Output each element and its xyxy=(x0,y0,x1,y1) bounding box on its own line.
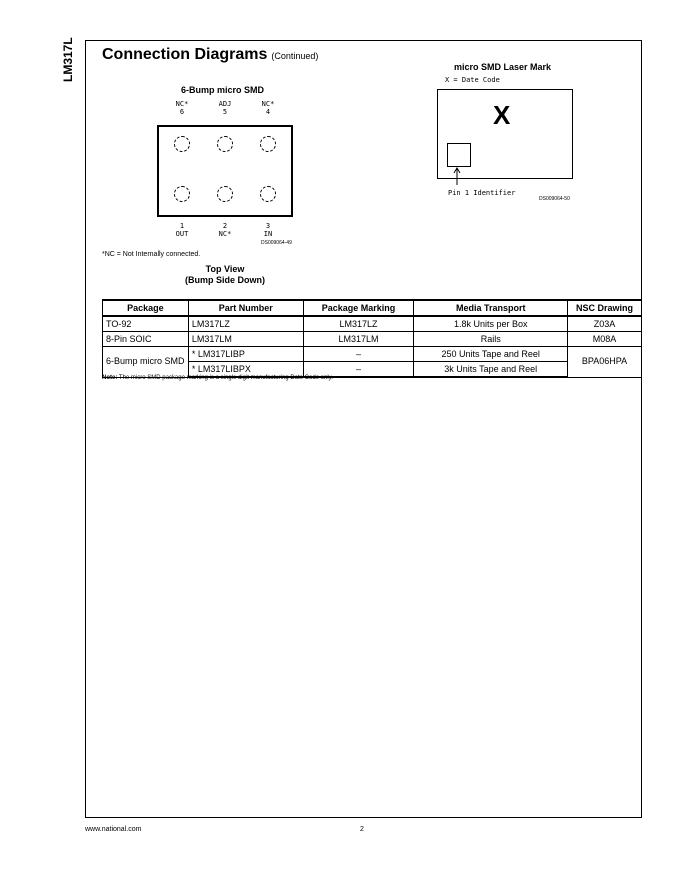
bump-5 xyxy=(217,136,233,152)
pin-number: 1 xyxy=(179,222,185,230)
top-pin-5 xyxy=(205,100,245,116)
cell-package: 6-Bump micro SMD xyxy=(103,347,189,378)
pin-name: IN xyxy=(263,230,273,238)
pin-name: NC* xyxy=(175,100,189,108)
table-row xyxy=(103,316,642,332)
cell-nsc-drawing: BPA06HPA xyxy=(568,347,642,378)
header-media-transport: Media Transport xyxy=(414,300,568,316)
cell-part-number: * LM317LIBP xyxy=(188,347,303,362)
cell-package: 8-Pin SOIC xyxy=(103,332,189,347)
cell-part-number: LM317LZ xyxy=(188,316,303,332)
date-code-legend: X = Date Code xyxy=(445,76,500,84)
top-pin-4 xyxy=(248,100,288,116)
cell-package-marking: LM317LM xyxy=(303,332,414,347)
note-text: The micro SMD package marking is a single digit manufacturing Date Code only. xyxy=(118,375,333,381)
cell-package: TO-92 xyxy=(103,316,189,332)
smd-ds-code: DS009064-49 xyxy=(261,240,292,246)
cell-media-transport: 250 Units Tape and Reel xyxy=(414,347,568,362)
view-caption xyxy=(160,264,290,286)
header-package: Package xyxy=(103,300,189,316)
table-header-row xyxy=(103,300,642,316)
pin1-arrow-icon xyxy=(452,166,462,186)
header-package-marking: Package Marking xyxy=(303,300,414,316)
cell-media-transport: 1.8k Units per Box xyxy=(414,316,568,332)
bump-1 xyxy=(174,186,190,202)
cell-media-transport: 3k Units Tape and Reel xyxy=(414,362,568,378)
pin1-square xyxy=(447,143,471,167)
header-part-number: Part Number xyxy=(188,300,303,316)
cell-package-marking: – xyxy=(303,347,414,362)
cell-nsc-drawing: Z03A xyxy=(568,316,642,332)
bump-6 xyxy=(174,136,190,152)
table-row xyxy=(103,332,642,347)
bump-2 xyxy=(217,186,233,202)
top-pin-6 xyxy=(162,100,202,116)
pin-name: OUT xyxy=(175,230,189,238)
view-line-1: Top View xyxy=(205,264,245,274)
nc-footnote: *NC = Not Internally connected. xyxy=(102,251,201,258)
table-note xyxy=(102,375,333,381)
pin-number: 6 xyxy=(179,108,185,116)
bump-3 xyxy=(260,186,276,202)
pin-number: 4 xyxy=(265,108,271,116)
note-label: Note: xyxy=(102,375,118,381)
view-line-2: (Bump Side Down) xyxy=(185,275,265,285)
pin-name: ADJ xyxy=(218,100,232,108)
title-continued: (Continued) xyxy=(271,51,319,61)
bottom-pin-3 xyxy=(248,222,288,238)
date-code-mark: X xyxy=(493,100,511,130)
header-nsc-drawing: NSC Drawing xyxy=(568,300,642,316)
pin-number: 2 xyxy=(222,222,228,230)
laser-mark-heading: micro SMD Laser Mark xyxy=(454,62,552,72)
bump-4 xyxy=(260,136,276,152)
pin-number: 3 xyxy=(265,222,271,230)
footer-page-number: 2 xyxy=(360,826,364,833)
cell-package-marking: – xyxy=(303,362,414,378)
title-text: Connection Diagrams xyxy=(102,46,268,63)
bottom-pin-1 xyxy=(162,222,202,238)
table-row xyxy=(103,347,642,362)
section-title xyxy=(102,46,318,64)
pin-number: 5 xyxy=(222,108,228,116)
pin-name: NC* xyxy=(261,100,275,108)
cell-part-number: * LM317LIBPX xyxy=(188,362,303,378)
laser-ds-code: DS009064-50 xyxy=(539,196,570,202)
footer-website: www.national.com xyxy=(85,826,142,833)
smd-diagram-heading: 6-Bump micro SMD xyxy=(181,85,265,95)
cell-nsc-drawing: M08A xyxy=(568,332,642,347)
pin1-identifier-label: Pin 1 Identifier xyxy=(448,189,516,197)
pin-name: NC* xyxy=(218,230,232,238)
cell-part-number: LM317LM xyxy=(188,332,303,347)
bottom-pin-2 xyxy=(205,222,245,238)
side-part-label: LM317L xyxy=(61,37,75,82)
cell-media-transport: Rails xyxy=(414,332,568,347)
cell-package-marking: LM317LZ xyxy=(303,316,414,332)
ordering-table xyxy=(102,299,642,378)
